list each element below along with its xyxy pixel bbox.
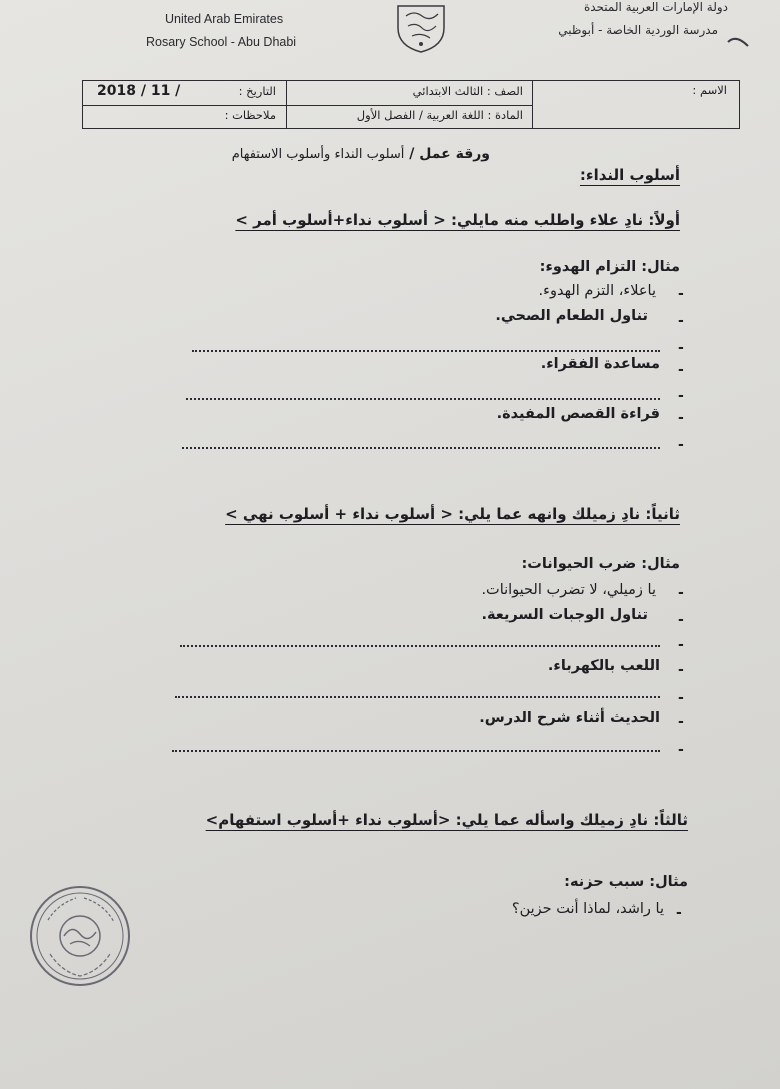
q3-example-label: مثال: سبب حزنه: [564, 874, 688, 890]
q2-answer-line-2[interactable] [175, 696, 660, 698]
notes-label: ملاحظات : [224, 108, 276, 122]
q1-answer-line-2[interactable] [186, 398, 660, 400]
q2-heading: ثانياً: نادِ زميلك وانهه عما يلي: < أسلوب نداء + أسلوب نهي > [225, 505, 680, 523]
subject-label: المادة : اللغة العربية / الفصل الأول [356, 108, 523, 122]
worksheet-title-main: ورقة عمل / [409, 146, 490, 162]
worksheet-title-sub: أسلوب النداء وأسلوب الاستفهام [231, 147, 405, 162]
school-stamp [28, 884, 132, 988]
grade-label: الصف : الثالث الابتدائي [412, 84, 523, 98]
q1-example-label: مثال: التزام الهدوء: [539, 259, 680, 275]
q1-answer-line-1[interactable] [192, 350, 660, 352]
q2-answer-line-3[interactable] [172, 750, 660, 752]
student-info-table [82, 80, 740, 129]
q3-example-answer: يا راشد، لماذا أنت حزين؟ [511, 901, 664, 917]
date-value: 2018 / 11 / [97, 83, 181, 99]
q1-item-1: تناول الطعام الصحي. [495, 308, 648, 324]
q1-answer-line-3[interactable] [182, 447, 660, 449]
pen-mark [726, 34, 750, 54]
q1-example-answer: ياعلاء، التزم الهدوء. [538, 283, 656, 299]
q2-example-label: مثال: ضرب الحيوانات: [521, 556, 680, 572]
school-name-ar: مدرسة الوردية الخاصة - أبوظبي [558, 23, 718, 37]
q1-item-3: قراءة القصص المفيدة. [496, 406, 660, 422]
school-name-en: Rosary School - Abu Dhabi [146, 35, 297, 49]
country-name-ar: دولة الإمارات العربية المتحدة [583, 0, 728, 14]
country-name-en: United Arab Emirates [165, 12, 284, 26]
q2-answer-line-1[interactable] [180, 645, 660, 647]
worksheet-page: United Arab Emirates Rosary School - Abu Dhabi دولة الإمارات العربية المتحدة مدرسة الوردية الخاصة - أبوظبي الاسم : الصف : الثالث الابتدائي التاريخ : 2018 / 11 / المادة : اللغة العربية / الفصل الأول ملاحظات : ورقة عمل / أسلوب النداء وأسلوب الاستفهام أسلوب النداء: أولاً: نادِ علاء واطلب منه مايلي: < أسلوب نداء+أسلوب أمر > مثال: التزام الهدوء: - ياعلاء، التزم الهدوء. - تناول الطعام الصحي. - - مساعدة الفقراء. - - قراءة القصص المفيدة. - ثانياً: نادِ زميلك وانهه عما يلي: < أسلوب نداء + أسلوب نهي > مثال: ضرب الحيوانات: - يا زميلي، لا تضرب الحيوانات. - تناول الوجبات السريعة. - - اللعب بالكهرباء. - - الحديث أثناء شرح الدرس. - ثالثاً: نادِ زميلك واسأله عما يلي: <أسلوب نداء +أسلوب استفهام> مثال: سبب حزنه: - يا راشد، لماذا أنت حزين؟ [0, 0, 780, 1089]
q1-heading: أولاً: نادِ علاء واطلب منه مايلي: < أسلوب نداء+أسلوب أمر > [235, 211, 680, 229]
date-label: التاريخ : [238, 84, 276, 98]
name-label: الاسم : [692, 83, 727, 97]
school-logo [392, 2, 450, 54]
q2-item-3: الحديث أثناء شرح الدرس. [479, 710, 660, 726]
q2-example-answer: يا زميلي، لا تضرب الحيوانات. [481, 582, 656, 598]
q1-item-2: مساعدة الفقراء. [540, 356, 660, 372]
q2-item-2: اللعب بالكهرباء. [547, 658, 660, 674]
section-heading: أسلوب النداء: [579, 166, 680, 184]
q3-heading: ثالثاً: نادِ زميلك واسأله عما يلي: <أسلوب نداء +أسلوب استفهام> [205, 811, 688, 829]
q2-item-1: تناول الوجبات السريعة. [481, 607, 648, 623]
worksheet-title [232, 146, 490, 162]
